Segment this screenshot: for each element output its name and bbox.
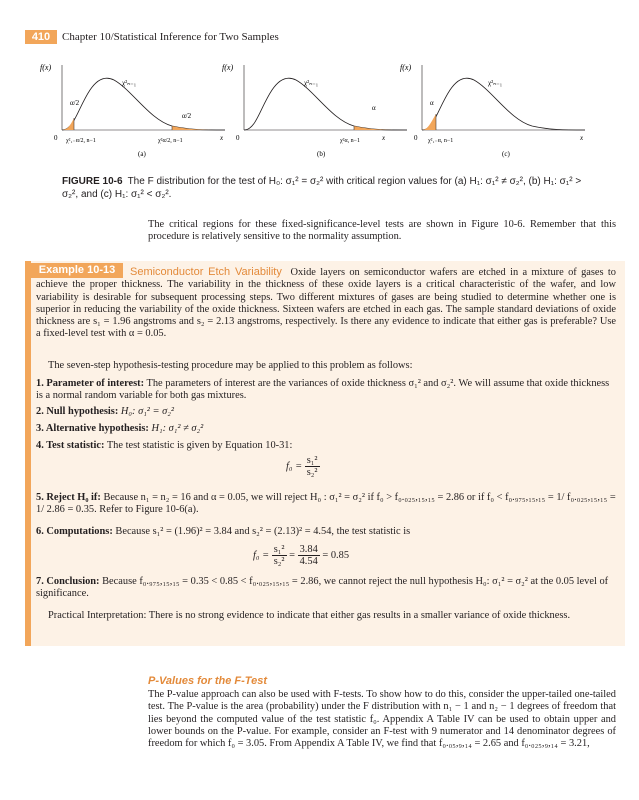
- right-area-b: α: [372, 104, 376, 112]
- procedure-intro: The seven-step hypothesis-testing procedure may be applied to this problem as follows:: [48, 360, 413, 371]
- eq1-denominator: s₂²: [306, 467, 318, 478]
- figure-panel-c: [400, 60, 590, 170]
- eq2-equals: =: [289, 549, 295, 561]
- page-number: 410: [25, 30, 57, 44]
- step-5-text: Because n₁ = n₂ = 16 and α = 0.05, we will reject H₀ : σ₁² = σ₂² if f₀ > f₀.₀₂₅,₁₅,₁₅ = 2.86 or if f₀ < f₀.₉₇₅,₁₅,₁₅ = 1/ f₀.₀₂₅,₁₅,₁₅ = 1/ 2.86 = 0.35. Refer to Figure 10-6(a).: [36, 492, 616, 516]
- tag-a: (a): [138, 150, 146, 158]
- step-5-head: 5. Reject H₀ if:: [36, 492, 101, 503]
- running-head: Chapter 10/Statistical Inference for Two Samples: [62, 31, 279, 43]
- eq2-numerator-2: 3.84: [299, 544, 318, 555]
- example-body: [36, 266, 616, 341]
- step-3-head: 3. Alternative hypothesis:: [36, 423, 149, 434]
- ylabel-a: f(x): [40, 63, 52, 72]
- step-4: [36, 440, 616, 452]
- example-tag: Example 10-13: [31, 263, 123, 278]
- origin-b: 0: [236, 134, 240, 142]
- xaxis-c: x: [580, 134, 584, 142]
- pvalues-paragraph: The P-value approach can also be used with F-tests. To show how to do this, consider the upper-tailed one-tailed test. The P-value is the area (probability) under the F distribution with n₁ − 1 and n₂ − 1 degrees of freedom that lies beyond the computed value of the test statistic f₀. Appendix A Table IV can be used to obtain upper and lower bounds on the P-value. For example, consider an F-test with 9 numerator and 14 denominator degrees of freedom for which f₀ = 3.05. From Appendix A Table IV, we find that f₀.₀₅,₉,₁₄ = 2.65 and f₀.₀₂₅,₉,₁₄ = 3.21,: [148, 689, 616, 750]
- practical-interpretation: Practical Interpretation: There is no strong evidence to indicate that either gas results in a smaller variance of oxide thickness.: [48, 610, 571, 621]
- equation-computation: [253, 544, 349, 567]
- tag-b: (b): [317, 150, 326, 158]
- equation-test-statistic: [286, 455, 320, 478]
- origin-a: 0: [54, 134, 58, 142]
- eq2-result: = 0.85: [322, 549, 350, 561]
- eq1-lhs: f₀ =: [286, 460, 303, 472]
- tag-c: (c): [502, 150, 510, 158]
- distribution-curve-a: [40, 60, 230, 165]
- ylabel-b: f(x): [222, 63, 234, 72]
- step-6: [36, 526, 616, 538]
- left-crit-a: χ²₁₋α/2, n−1: [66, 138, 96, 144]
- left-crit-c: χ²₁₋α, n−1: [428, 138, 454, 144]
- eq2-lhs: f₀ =: [253, 549, 270, 561]
- step-5: [36, 492, 616, 517]
- example-text: Oxide layers on semiconductor wafers are etched in a mixture of gases to achieve the proper thickness. The variability in the thickness of these oxide layers is a critical characteristic of the wafer, and low variability is desirable for subsequent processing steps. Two different mixtures of gases are being studied to determine whether one is superior in reducing the variability of the oxide thickness. Sixteen wafers are etched in each gas. The sample standard deviations of oxide thickness are s₁ = 1.96 angstroms and s₂ = 2.13 angstroms, respectively. Is there any evidence to indicate that either gas is preferable? Use a fixed-level test with α = 0.05.: [36, 267, 616, 340]
- step-2: [36, 406, 616, 418]
- step-4-text: The test statistic is given by Equation 10-31:: [106, 440, 293, 451]
- intro-paragraph: The critical regions for these fixed-significance-level tests are shown in Figure 10-6. Remember that this procedure is relatively sensitive to the normality assumption.: [148, 219, 616, 243]
- figure-panel-a: [40, 60, 230, 170]
- figure-panel-b: [222, 60, 412, 170]
- left-area-a: α/2: [70, 99, 80, 107]
- ylabel-c: f(x): [400, 63, 412, 72]
- figure-caption: [62, 175, 582, 201]
- left-area-c: α: [430, 99, 434, 107]
- origin-c: 0: [414, 134, 418, 142]
- right-area-a: α/2: [182, 112, 192, 120]
- eq1-numerator: s₁²: [306, 455, 318, 466]
- right-crit-b: χ²α, n−1: [340, 138, 360, 144]
- eq2-denominator-1: s₂²: [273, 556, 285, 567]
- step-6-text: Because s₁² = (1.96)² = 3.84 and s₂² = (2.13)² = 4.54, the test statistic is: [115, 526, 411, 537]
- step-1-head: 1. Parameter of interest:: [36, 378, 145, 389]
- distribution-curve-c: [400, 60, 590, 165]
- step-3: [36, 423, 616, 435]
- dist-label-a: χ²ₙ₋₁: [122, 79, 137, 87]
- section-title-pvalues: P-Values for the F-Test: [148, 675, 267, 687]
- step-2-head: 2. Null hypothesis:: [36, 406, 119, 417]
- step-3-text: H₁: σ₁² ≠ σ₂²: [151, 423, 204, 434]
- step-2-text: H₀: σ₁² = σ₂²: [120, 406, 174, 417]
- distribution-curve-b: [222, 60, 412, 165]
- eq2-denominator-2: 4.54: [299, 556, 318, 567]
- xaxis-a: x: [220, 134, 224, 142]
- right-crit-a: χ²α/2, n−1: [158, 138, 183, 144]
- step-6-head: 6. Computations:: [36, 526, 113, 537]
- dist-label-b: χ²ₙ₋₁: [304, 79, 319, 87]
- xaxis-b: x: [382, 134, 386, 142]
- step-7-head: 7. Conclusion:: [36, 576, 100, 587]
- example-title: Semiconductor Etch Variability: [130, 266, 282, 278]
- step-7: [36, 576, 616, 601]
- figure-caption-label: FIGURE 10-6: [62, 176, 123, 187]
- step-1: [36, 378, 616, 403]
- step-4-head: 4. Test statistic:: [36, 440, 105, 451]
- step-1-text: The parameters of interest are the variances of oxide thickness σ₁² and σ₂². We will assume that oxide thickness is a normal random variable for both gas mixtures.: [36, 378, 610, 402]
- eq2-numerator-1: s₁²: [273, 544, 285, 555]
- figure-caption-text: The F distribution for the test of H₀: σ₁² = σ₂² with critical region values for (a) H₁: σ₁² ≠ σ₂², (b) H₁: σ₁² > σ₂², and (c) H₁: σ₁² < σ₂².: [62, 176, 582, 200]
- step-7-text: Because f₀.₉₇₅,₁₅,₁₅ = 0.35 < 0.85 < f₀.₀₂₅,₁₅,₁₅ = 2.86, we cannot reject the null hypothesis H₀: σ₁² = σ₂² at the 0.05 level of significance.: [36, 576, 609, 600]
- dist-label-c: χ²ₙ₋₁: [488, 79, 503, 87]
